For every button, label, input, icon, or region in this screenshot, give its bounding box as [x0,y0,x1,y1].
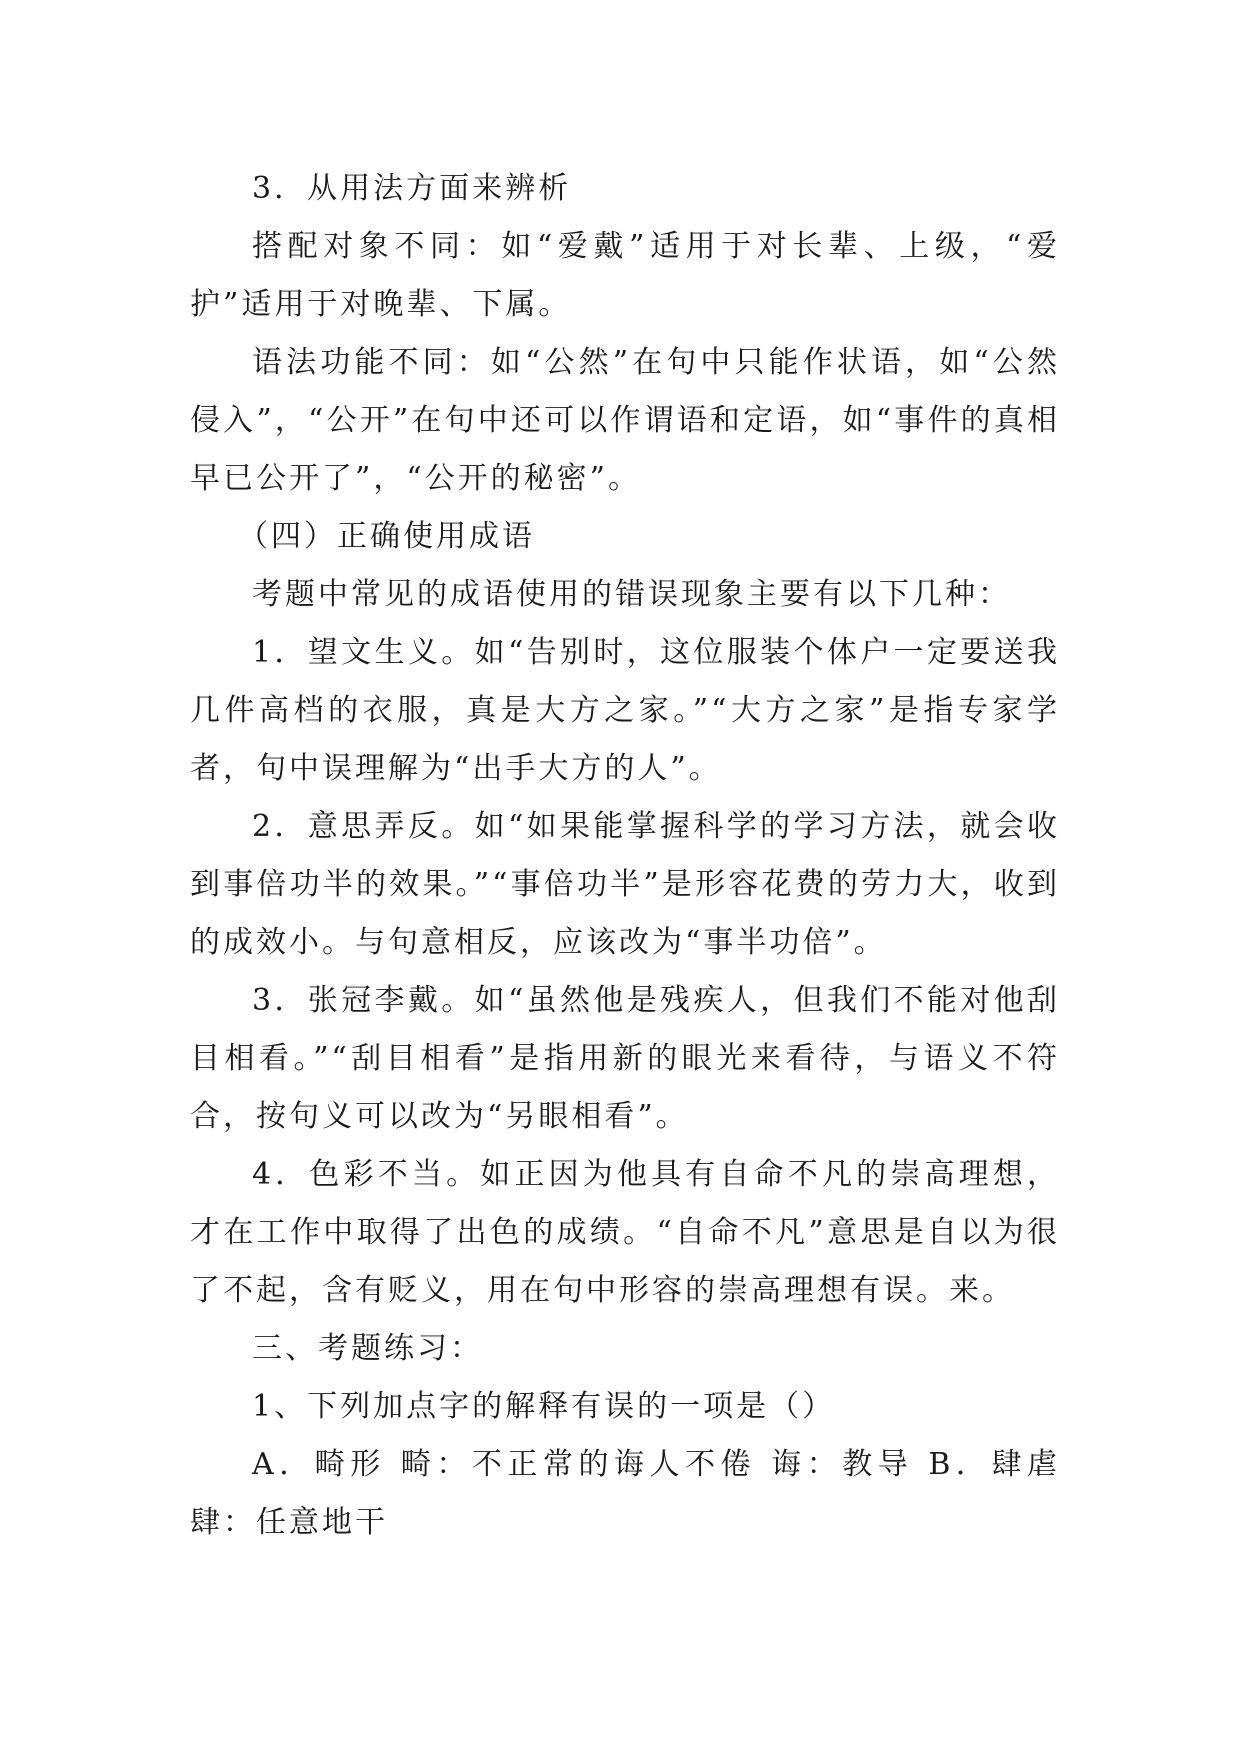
paragraph-grammar-function: 语法功能不同：如“公然”在句中只能作状语，如“公然侵入”，“公开”在句中还可以作谓语和定语，如“事件的真相早已公开了”，“公开的秘密”。 [190,345,1060,496]
exercise-question-1: 1、下列加点字的解释有误的一项是（） [252,1389,836,1424]
paragraph-collocation: 搭配对象不同：如“爱戴”适用于对长辈、上级，“爱护”适用于对晚辈、下属。 [190,229,1060,322]
document-page [190,160,1060,1552]
section-heading-idioms: （四）正确使用成语 [238,519,535,554]
section-heading-exercises: 三、考题练习： [252,1331,483,1366]
paragraph-error-4: 4．色彩不当。如正因为他具有自命不凡的崇高理想，才在工作中取得了出色的成绩。“自命不凡”意思是自以为很了不起，含有贬义，用在句中形容的崇高理想有误。来。 [190,1157,1060,1308]
paragraph-error-2: 2．意思弄反。如“如果能掌握科学的学习方法，就会收到事倍功半的效果。”“事倍功半”是形容花费的劳力大，收到的成效小。与句意相反，应该改为“事半功倍”。 [190,809,1060,960]
exercise-options: A．畸形 畸：不正常的诲人不倦 诲：教导 B．肆虐 肆：任意地干 [190,1447,1060,1540]
paragraph-error-1: 1．望文生义。如“告别时，这位服装个体户一定要送我几件高档的衣服，真是大方之家。”“大方之家”是指专家学者，句中误理解为“出手大方的人”。 [190,635,1060,786]
paragraph-idiom-errors-intro: 考题中常见的成语使用的错误现象主要有以下几种： [252,577,1011,612]
paragraph-error-3: 3．张冠李戴。如“虽然他是残疾人，但我们不能对他刮目相看。”“刮目相看”是指用新的眼光来看待，与语义不符合，按句义可以改为“另眼相看”。 [190,983,1060,1134]
section-heading-usage: 3．从用法方面来辨析 [252,171,572,206]
